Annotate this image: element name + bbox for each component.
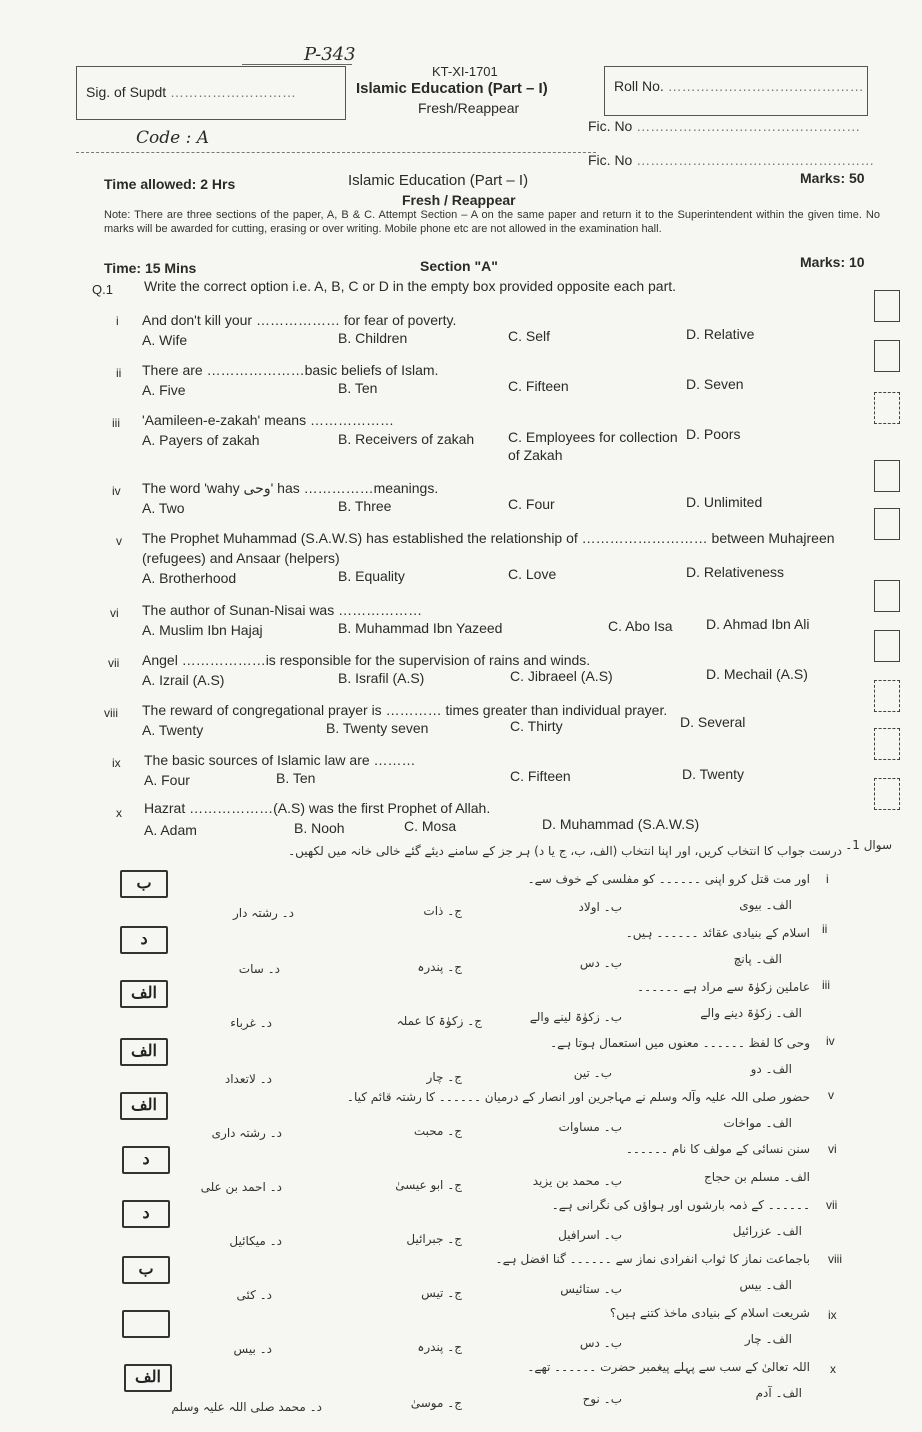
signature-label: Sig. of Supdt ……………………… — [86, 84, 297, 100]
option-c: C. Abo Isa — [608, 618, 673, 634]
urdu-question-number: iv — [826, 1034, 835, 1048]
urdu-answer-box[interactable] — [120, 870, 168, 898]
urdu-option-b: ب۔ اسرافیل — [558, 1228, 622, 1242]
answer-box-empty[interactable] — [874, 580, 900, 612]
question-number: vii — [108, 656, 120, 670]
option-c: C. Thirty — [510, 718, 563, 734]
answer-value: د — [140, 929, 148, 948]
urdu-question-text: وحی کا لفظ ۔۔۔۔۔۔ معنوں میں استعمال ہوتا ہے۔ — [550, 1036, 810, 1050]
paper-subtitle: Fresh / Reappear — [402, 192, 516, 208]
question-number: i — [116, 314, 119, 328]
option-a: A. Wife — [142, 332, 188, 348]
urdu-option-d: د۔ رشتہ دار — [233, 906, 294, 920]
option-c: C. Jibraeel (A.S) — [510, 668, 613, 684]
urdu-option-b: ب۔ اولاد — [578, 900, 622, 914]
urdu-question-number: viii — [828, 1252, 842, 1266]
question-number: viii — [104, 706, 118, 720]
paper-title: Islamic Education (Part – I) — [348, 172, 529, 189]
urdu-option-a: الف۔ مواخات — [723, 1116, 792, 1130]
option-b: B. Twenty seven — [326, 720, 429, 736]
section-time: Time: 15 Mins — [104, 260, 197, 276]
urdu-option-c: ج۔ تیس — [421, 1286, 462, 1300]
urdu-question-number: x — [830, 1362, 836, 1376]
urdu-option-a: الف۔ بیس — [739, 1278, 792, 1292]
urdu-option-a: الف۔ عزرائیل — [732, 1224, 802, 1238]
paper-note: Note: There are three sections of the paper, A, B & C. Attempt Section – A on the same paper and return it to the Superintendent within the given time. No marks will be awarded for cutting, erasing or over writing. Mobile phone etc are not allowed in the examination hall. — [104, 209, 880, 235]
answer-value: الف — [131, 1095, 157, 1114]
answer-box-empty[interactable] — [874, 680, 900, 712]
question-number: iii — [112, 416, 120, 430]
urdu-option-c: ج۔ ابو عیسیٰ — [395, 1178, 462, 1192]
urdu-option-b: ب۔ تین — [573, 1066, 612, 1080]
urdu-option-c: ج۔ زکوٰۃ کا عملہ — [396, 1014, 482, 1028]
urdu-option-c: ج۔ ذات — [423, 904, 462, 918]
question-number: vi — [110, 606, 119, 620]
urdu-question-number: vi — [828, 1142, 837, 1156]
option-a: A. Brotherhood — [142, 570, 237, 586]
urdu-option-a: الف۔ چار — [744, 1332, 792, 1346]
header-subtitle: Fresh/Reappear — [418, 100, 520, 116]
option-d: D. Ahmad Ibn Ali — [706, 616, 810, 632]
urdu-instruction: درست جواب کا انتخاب کریں، اور اپنا انتخاب (الف، ب، ج یا د) ہر جز کے سامنے دیئے گئے خالی خانہ میں لکھیں۔ — [288, 844, 842, 858]
answer-box-empty[interactable] — [874, 778, 900, 810]
urdu-question-text: سنن نسائی کے مولف کا نام ۔۔۔۔۔۔ — [625, 1142, 810, 1156]
question-instruction: Write the correct option i.e. A, B, C or D in the empty box provided opposite each part. — [144, 278, 677, 294]
option-b: B. Equality — [338, 568, 405, 584]
urdu-option-a: الف۔ پانچ — [733, 952, 782, 966]
urdu-option-c: ج۔ موسیٰ — [410, 1396, 462, 1410]
code-label: Code : A — [136, 128, 209, 148]
option-c: C. Employees for collection of Zakah — [508, 429, 678, 463]
answer-value: ب — [136, 873, 152, 892]
answer-box-empty[interactable] — [874, 508, 900, 540]
urdu-question-number: iii — [822, 978, 830, 992]
option-d: D. Seven — [686, 376, 744, 392]
option-b: B. Nooh — [294, 820, 345, 836]
option-c: C. Fifteen — [508, 378, 569, 394]
urdu-question-text: حضور صلی اللہ علیہ وآلہ وسلم نے مہاجرین اور انصار کے درمیان ۔۔۔۔۔۔ کا رشتہ قائم کیا۔ — [346, 1090, 810, 1104]
urdu-option-b: ب۔ زکوٰۃ لینے والے — [529, 1010, 622, 1024]
option-a: A. Muslim Ibn Hajaj — [142, 622, 263, 638]
option-c: C. Love — [508, 566, 557, 582]
question-number: x — [116, 806, 122, 820]
urdu-option-b: ب۔ دس — [579, 1336, 622, 1350]
option-c: C. Fifteen — [510, 768, 571, 784]
option-a: A. Izrail (A.S) — [142, 672, 225, 688]
option-b: B. Three — [338, 498, 392, 514]
urdu-option-a: الف۔ زکوٰۃ دینے والے — [700, 1006, 802, 1020]
answer-box-empty[interactable] — [874, 340, 900, 372]
question-number: ii — [116, 366, 122, 380]
urdu-answer-box[interactable] — [122, 1310, 170, 1338]
paper-code: KT-XI-1701 — [432, 64, 498, 79]
question-number: iv — [112, 484, 121, 498]
header-title: Islamic Education (Part – I) — [356, 80, 548, 97]
question-text: The basic sources of Islamic law are ……… — [144, 752, 416, 768]
header-rule-top — [242, 64, 352, 65]
option-d: D. Relative — [686, 326, 755, 342]
urdu-question-label: سوال 1۔ — [845, 838, 892, 852]
urdu-option-b: ب۔ محمد بن یزید — [532, 1174, 622, 1188]
question-number: v — [116, 534, 122, 548]
urdu-option-b: ب۔ مساوات — [558, 1120, 622, 1134]
answer-value: د — [142, 1203, 150, 1222]
roll-number-label: Roll No. …………………………………… — [614, 78, 864, 94]
urdu-question-number: vii — [826, 1198, 838, 1212]
urdu-option-c: ج۔ پندرہ — [417, 1340, 462, 1354]
answer-box-empty[interactable] — [874, 290, 900, 322]
handwritten-ref: P-343 — [304, 44, 356, 65]
urdu-option-a: الف۔ بیوی — [739, 898, 792, 912]
option-a: A. Twenty — [142, 722, 204, 738]
urdu-answer-box[interactable] — [120, 926, 168, 954]
question-text: There are …………………basic beliefs of Islam. — [142, 362, 439, 378]
urdu-option-d: د۔ بیس — [233, 1342, 272, 1356]
answer-box-empty[interactable] — [874, 728, 900, 760]
urdu-option-c: ج۔ چار — [426, 1070, 462, 1084]
urdu-question-text: شریعت اسلام کے بنیادی ماخذ کتنے ہیں؟ — [609, 1306, 810, 1320]
answer-value: ب — [138, 1259, 154, 1278]
urdu-option-d: د۔ کئی — [236, 1288, 272, 1302]
urdu-option-d: د۔ میکائیل — [229, 1234, 282, 1248]
option-b: B. Receivers of zakah — [338, 431, 475, 447]
option-b: B. Ten — [276, 770, 316, 786]
urdu-option-d: د۔ محمد صلی اللہ علیہ وسلم — [171, 1400, 322, 1414]
option-a: A. Adam — [144, 822, 197, 838]
option-a: A. Payers of zakah — [142, 432, 260, 448]
question-text: Hazrat ………………(A.S) was the first Prophet of Allah. — [144, 800, 491, 816]
urdu-option-a: الف۔ مسلم بن حجاج — [703, 1170, 810, 1184]
urdu-answer-box[interactable] — [122, 1200, 170, 1228]
answer-value: الف — [131, 983, 157, 1002]
option-d: D. Muhammad (S.A.W.S) — [542, 816, 700, 832]
answer-box-empty[interactable] — [874, 392, 900, 424]
urdu-question-text: عاملین زکوٰۃ سے مراد ہے ۔۔۔۔۔۔ — [637, 980, 810, 994]
urdu-option-c: ج۔ پندرہ — [417, 960, 462, 974]
question-number: ix — [112, 756, 121, 770]
urdu-question-number: v — [828, 1088, 834, 1102]
urdu-question-number: ix — [828, 1308, 837, 1322]
urdu-option-c: ج۔ محبت — [413, 1124, 462, 1138]
urdu-option-a: الف۔ دو — [750, 1062, 792, 1076]
urdu-answer-box[interactable] — [120, 980, 168, 1008]
urdu-option-a: الف۔ آدم — [755, 1386, 802, 1400]
option-b: B. Israfil (A.S) — [338, 670, 425, 686]
section-marks: Marks: 10 — [800, 254, 865, 270]
urdu-question-text: باجماعت نماز کا ثواب انفرادی نماز سے ۔۔۔۔۔۔ گنا افضل ہے۔ — [495, 1252, 810, 1266]
fic-number-2: Fic. No …………………………………………… — [588, 152, 875, 168]
answer-value: الف — [135, 1367, 161, 1386]
question-text: And don't kill your ……………… for fear of poverty. — [142, 312, 457, 328]
urdu-option-d: د۔ لاتعداد — [224, 1072, 272, 1086]
urdu-question-text: اور مت قتل کرو اپنی ۔۔۔۔۔۔ کو مفلسی کے خوف سے۔ — [527, 872, 810, 886]
option-b: B. Ten — [338, 380, 378, 396]
question-text: The word 'wahy وحی' has ……………meanings. — [142, 480, 439, 496]
section-title: Section "A" — [420, 258, 498, 274]
option-d: D. Mechail (A.S) — [706, 666, 808, 682]
question-label: Q.1 — [92, 282, 113, 297]
urdu-option-d: د۔ غرباء — [230, 1016, 272, 1030]
question-text: 'Aamileen-e-zakah' means ……………… — [142, 412, 394, 428]
urdu-answer-box[interactable] — [124, 1364, 172, 1392]
urdu-answer-box[interactable] — [120, 1038, 168, 1066]
urdu-option-b: ب۔ دس — [579, 956, 622, 970]
option-a: A. Two — [142, 500, 185, 516]
option-b: B. Muhammad Ibn Yazeed — [338, 620, 503, 636]
urdu-question-text: اللہ تعالیٰ کے سب سے پہلے پیغمبر حضرت ۔۔۔۔۔۔ تھے۔ — [527, 1360, 810, 1374]
paper-marks: Marks: 50 — [800, 170, 865, 186]
urdu-option-d: د۔ احمد بن علی — [200, 1180, 282, 1194]
option-d: D. Unlimited — [686, 494, 763, 510]
answer-value: د — [142, 1149, 150, 1168]
option-d: D. Poors — [686, 426, 741, 442]
urdu-option-c: ج۔ جبرائیل — [406, 1232, 462, 1246]
urdu-answer-box[interactable] — [122, 1256, 170, 1284]
answer-box-empty[interactable] — [874, 460, 900, 492]
question-text: The Prophet Muhammad (S.A.W.S) has established the relationship of ……………………… between Muhajreen (refugees) and Ansaar (helpers) — [142, 530, 835, 566]
urdu-option-b: ب۔ نوح — [582, 1392, 622, 1406]
option-a: A. Four — [144, 772, 190, 788]
urdu-option-b: ب۔ ستائیس — [560, 1282, 622, 1296]
option-d: D. Relativeness — [686, 564, 785, 580]
option-c: C. Four — [508, 496, 555, 512]
option-b: B. Children — [338, 330, 408, 346]
option-d: D. Several — [680, 714, 746, 730]
urdu-option-d: د۔ رشتہ داری — [211, 1126, 282, 1140]
urdu-question-text: اسلام کے بنیادی عقائد ۔۔۔۔۔۔ ہیں۔ — [625, 926, 810, 940]
answer-box-empty[interactable] — [874, 630, 900, 662]
option-a: A. Five — [142, 382, 186, 398]
urdu-question-number: i — [826, 872, 829, 886]
question-text: Angel ………………is responsible for the supervision of rains and winds. — [142, 652, 591, 668]
fic-number-1: Fic. No ………………………………………… — [588, 118, 861, 134]
answer-value: الف — [131, 1041, 157, 1060]
urdu-option-d: د۔ سات — [238, 962, 280, 976]
question-text: The author of Sunan-Nisai was ……………… — [142, 602, 423, 618]
urdu-question-number: ii — [822, 922, 828, 936]
time-allowed: Time allowed: 2 Hrs — [104, 176, 236, 192]
urdu-question-text: ۔۔۔۔۔۔ کے ذمہ بارشوں اور ہواؤں کی نگرانی ہے۔ — [551, 1198, 810, 1212]
question-text: The reward of congregational prayer is ………… times greater than individual prayer. — [142, 702, 668, 718]
option-c: C. Mosa — [404, 818, 457, 834]
urdu-answer-box[interactable] — [122, 1146, 170, 1174]
urdu-answer-box[interactable] — [120, 1092, 168, 1120]
option-c: C. Self — [508, 328, 551, 344]
code-dashed-rule — [76, 152, 596, 153]
option-d: D. Twenty — [682, 766, 744, 782]
